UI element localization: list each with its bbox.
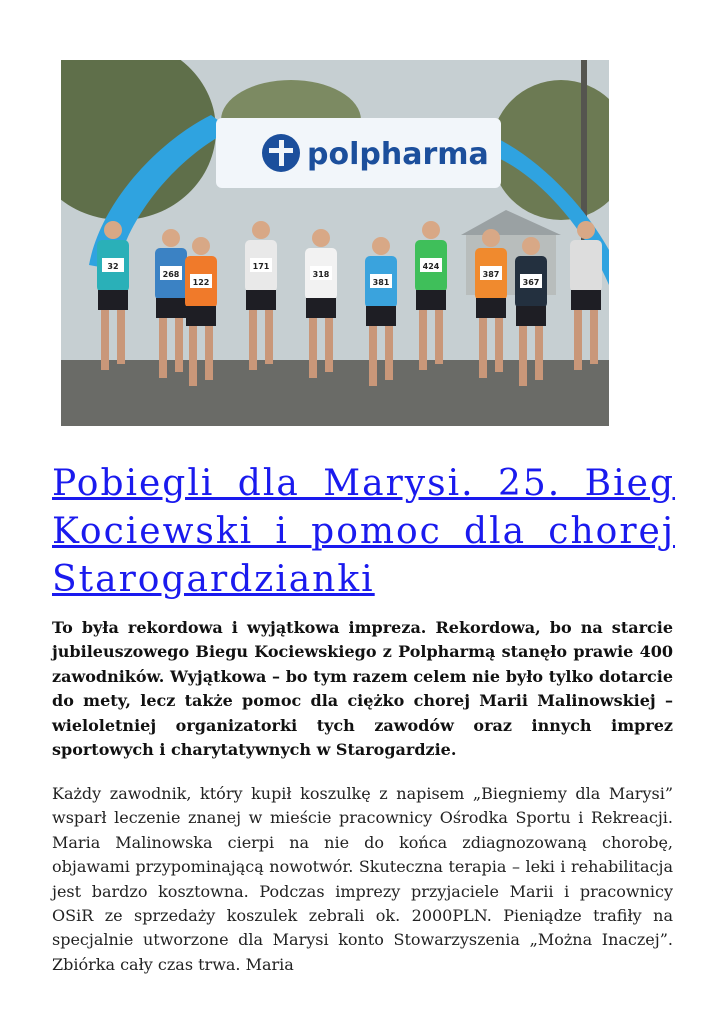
bib-number: 424 — [422, 262, 440, 271]
bib-number: 387 — [482, 270, 500, 279]
bib-number: 381 — [372, 278, 390, 287]
race-start-illustration — [61, 60, 609, 426]
bib-number: 367 — [522, 278, 540, 287]
bib-number: 122 — [192, 278, 210, 287]
bib-number: 32 — [107, 262, 119, 271]
banner-text: polpharma — [307, 137, 489, 172]
article-lead: To była rekordowa i wyjątkowa impreza. Rekordowa, bo na starcie jubileuszowego Biegu Kociewskiego z Polpharmą stanęło prawie 400 zawodników. Wyjątkowa – bo tym razem celem nie było tylko dotarcie do mety, lecz także pomoc dla ciężko chorej Marii Malinowskiej – wieloletniej organizatorki tych zawodów oraz innych imprez sportowych i charytatywnych w Starogardzie. — [52, 618, 673, 760]
article-title[interactable]: Pobiegli dla Marysi. 25. Bieg Kociewski i pomoc dla chorej Starogardzianki — [52, 463, 675, 600]
article-body: Każdy zawodnik, który kupił koszulkę z napisem „Biegniemy dla Marysi” wsparł leczenie znanej w mieście pracownicy Ośrodka Sportu i Rekreacji. Maria Malinowska cierpi na nie do końca zdiagnozowaną chorobę, objawami przypominającą nowotwór. Skuteczna terapia – leki i rehabilitacja jest bardzo kosztowna. Podczas imprezy przyjaciele Marii i pracownicy OSiR ze sprzedaży koszulek zebrali ok. 2000PLN. Pieniądze trafiły na specjalnie utworzone dla Marysi konto Stowarzyszenia „Można Inaczej”. Zbiórka cały czas trwa. Maria — [52, 784, 673, 974]
bib-number: 318 — [312, 270, 330, 279]
article-photo — [61, 60, 609, 426]
bib-number: 171 — [252, 262, 270, 271]
bib-number: 268 — [162, 270, 180, 279]
